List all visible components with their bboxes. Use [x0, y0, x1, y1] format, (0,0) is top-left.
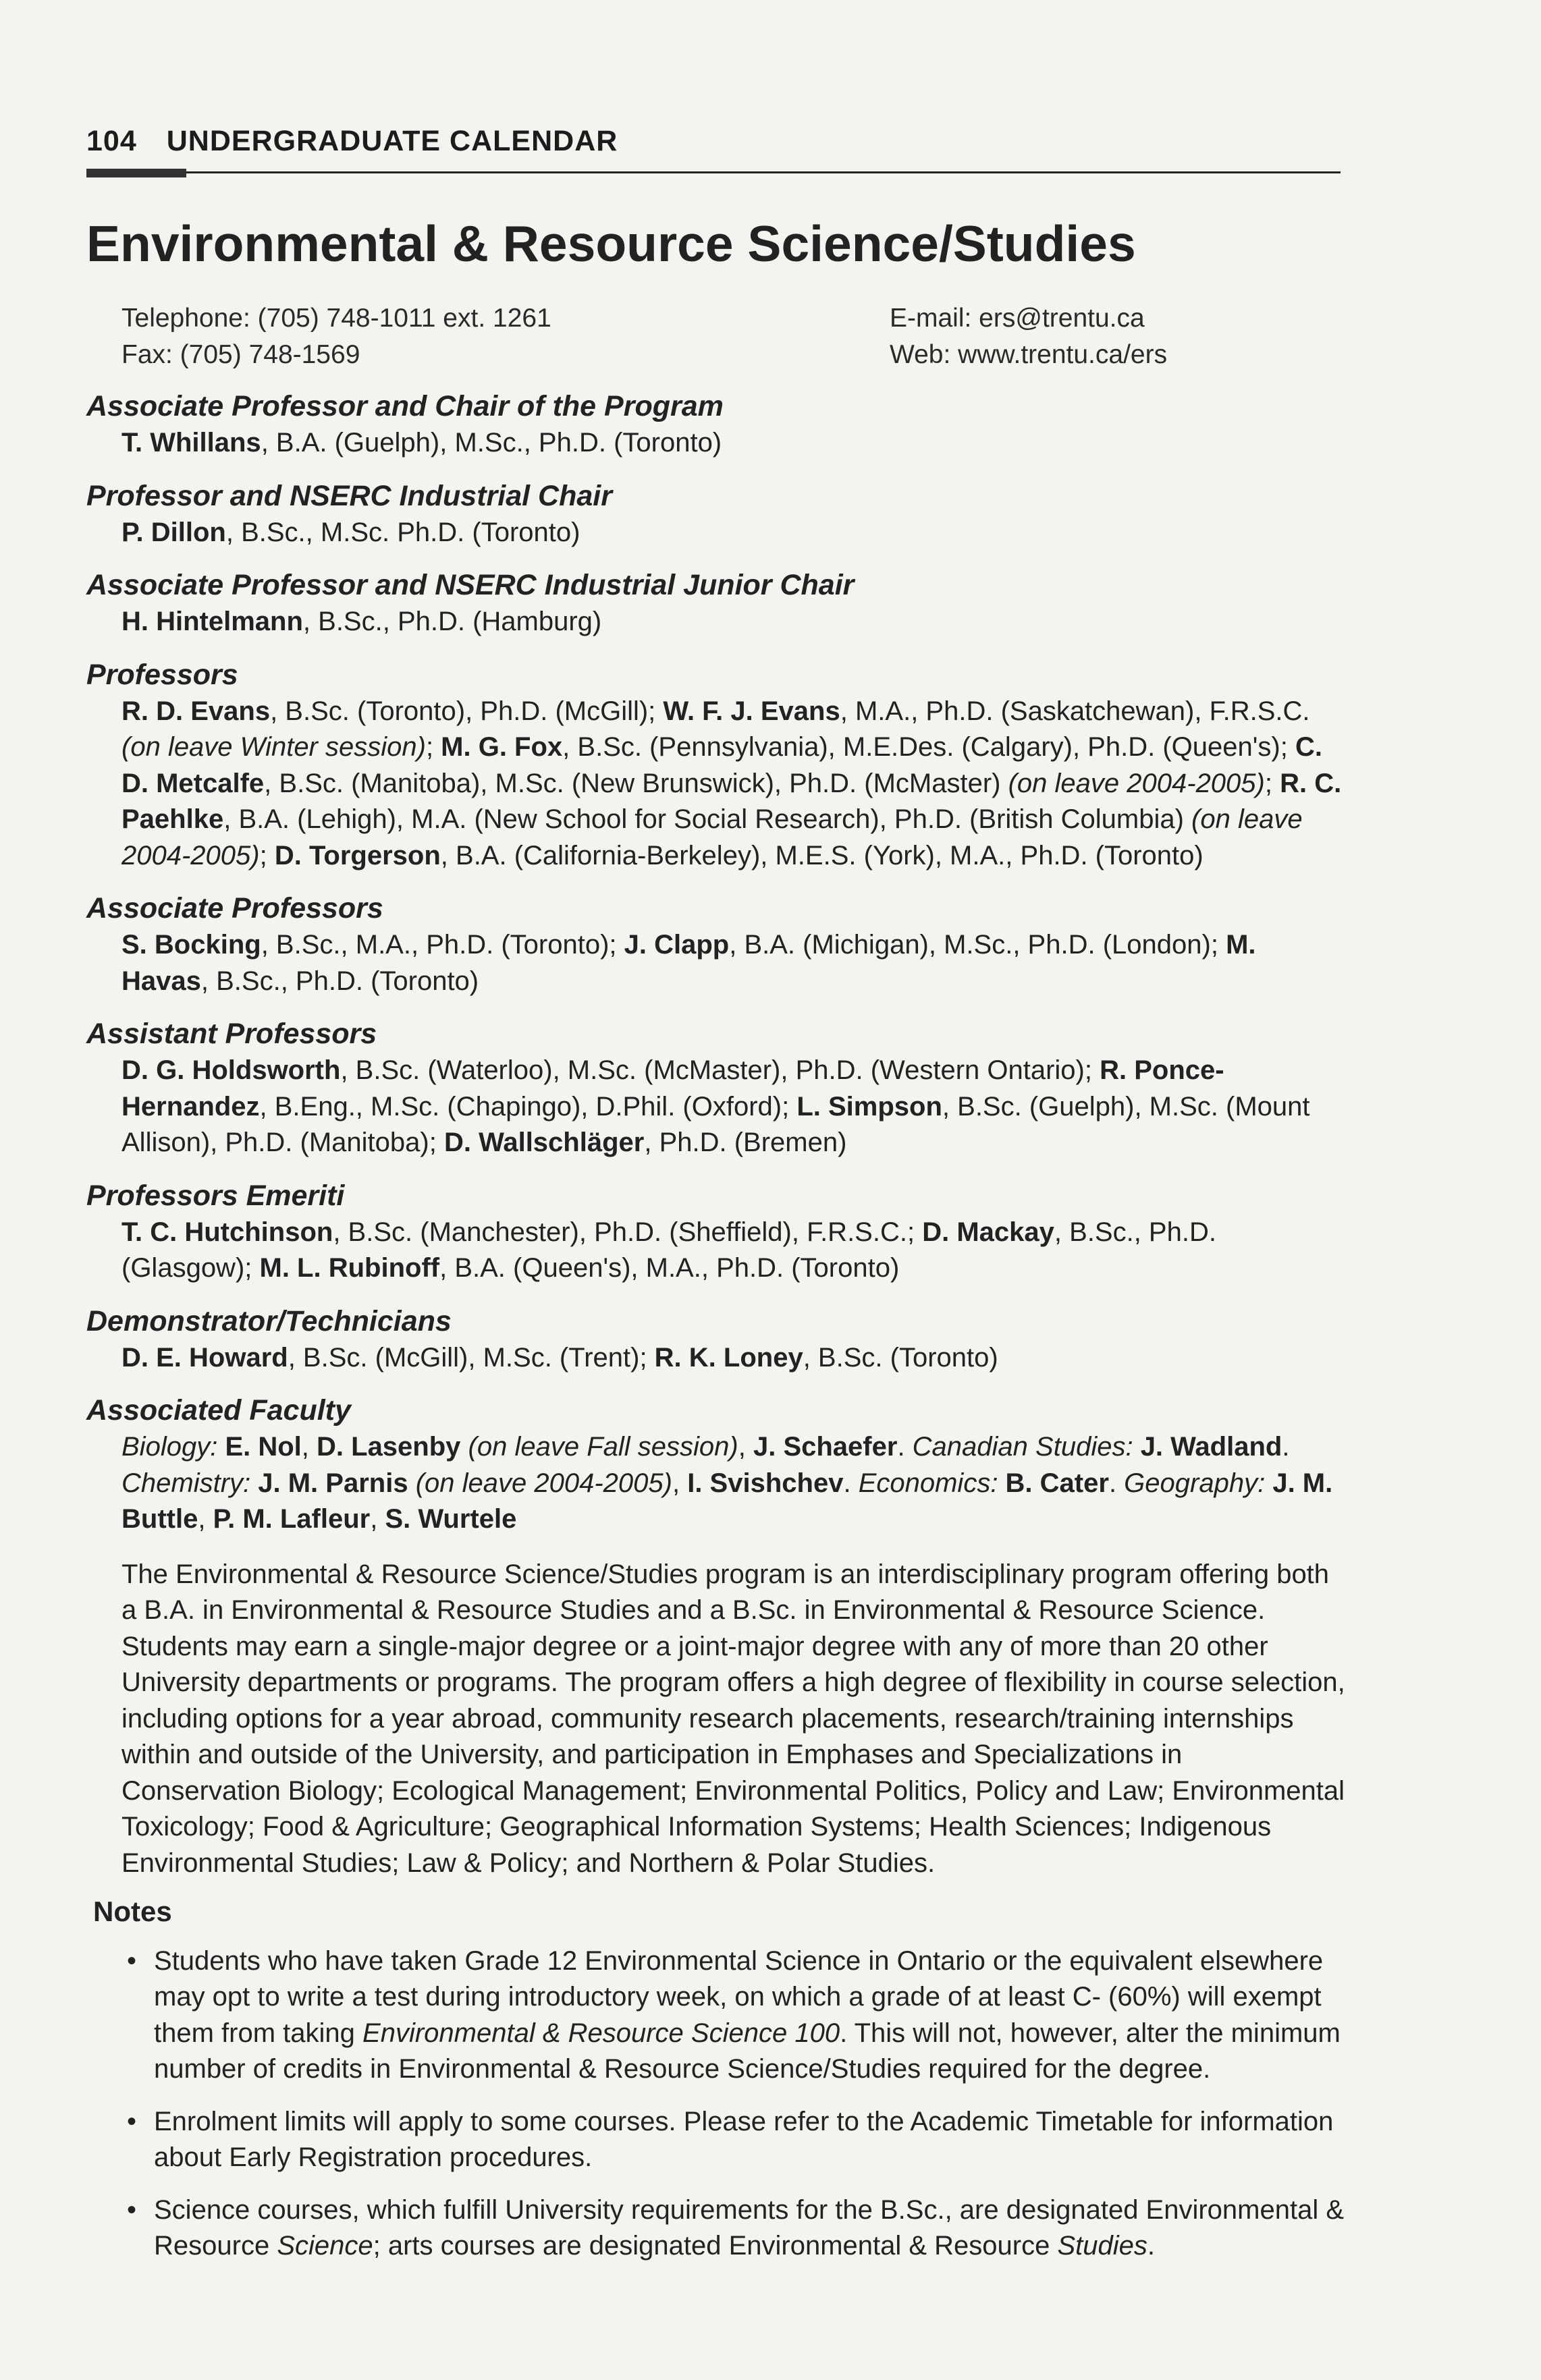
discipline-label: Canadian Studies — [912, 1432, 1126, 1462]
associate-professors-list — [121, 927, 1349, 999]
role-heading: Professors Emeriti — [86, 1179, 345, 1212]
person-name: I. Svishchev — [687, 1468, 844, 1498]
bullet-icon: • — [127, 2106, 137, 2136]
person-name: C. D. Metcalfe — [121, 732, 1322, 798]
program-description: The Environmental & Resource Science/Studies program is an interdisciplinary program offering both a B.A. in Environmental & Resource Studies and a B.Sc. in Environmental & Resource Science. Students may earn a single-major degree or a joint-major degree with any of more than 20 other University departments or programs. The program offers a high degree of flexibility in course selection, including options for a year abroad, community research placements, research/training internships within and outside of the University, and participation in Emphases and Specializations in Conservation Biology; Ecological Management; Environmental Politics, Policy and Law; Environmental Toxicology; Food & Agriculture; Geographical Information Systems; Health Sciences; Indigenous Environmental Studies; Law & Policy; and Northern & Polar Studies. — [121, 1559, 1345, 1878]
person-credentials: , B.Sc. (Toronto), Ph.D. (McGill); — [270, 696, 664, 726]
person-name: D. Mackay — [922, 1217, 1054, 1247]
person-credentials: , B.Sc. (Guelph), M.Sc. (Mount Allison), Ph.D. (Manitoba); — [121, 1091, 1310, 1157]
email: E-mail: ers@trentu.ca — [890, 304, 1145, 333]
page-title: Environmental & Resource Science/Studies — [86, 215, 1136, 272]
person-credentials: , B.Sc., Ph.D. (Toronto) — [200, 966, 479, 996]
role-heading: Demonstrator/Technicians — [86, 1304, 452, 1337]
contact-online-block — [890, 300, 1167, 373]
telephone: Telephone: (705) 748-1011 ext. 1261 — [121, 304, 551, 333]
role-heading: Associate Professors — [86, 892, 383, 924]
associated-faculty-list: Biology: E. Nol, D. Lasenby (on leave Fall session), J. Schaefer. Canadian Studies: J. Wadland. Chemistry: J. M. Parnis (on leave 2004-2005), I. Svishchev. Economics: B. Cater. Geography: J. M. Buttle, P. M. Lafleur, S. Wurtele — [121, 1432, 1333, 1534]
person-name: R. D. Evans — [121, 696, 271, 726]
person-entry — [121, 515, 1349, 551]
discipline-label: Biology — [121, 1432, 211, 1462]
assistant-professors-list — [121, 1053, 1349, 1161]
professors-list — [121, 694, 1349, 875]
person-entry — [121, 604, 1349, 640]
person-name: W. F. J. Evans — [663, 696, 840, 726]
separator: ; — [1264, 768, 1280, 798]
person-name: D. E. Howard — [121, 1342, 288, 1373]
fax: Fax: (705) 748-1569 — [121, 340, 360, 369]
leave-note: (on leave Fall session) — [468, 1432, 738, 1462]
notes-list — [86, 1943, 1349, 2265]
leave-note: (on leave 2004-2005) — [121, 804, 1303, 870]
discipline-label: Chemistry — [121, 1468, 244, 1498]
person-name: E. Nol — [225, 1432, 302, 1462]
discipline-label: Economics — [858, 1468, 991, 1498]
person-name: R. K. Loney — [654, 1342, 803, 1373]
person-credentials: , B.Sc., Ph.D. (Hamburg) — [302, 607, 602, 636]
role-heading: Assistant Professors — [86, 1018, 377, 1050]
header-rule-block — [86, 169, 186, 177]
discipline-label: Geography — [1124, 1468, 1258, 1498]
person-credentials: , B.Sc. (Waterloo), M.Sc. (McMaster), Ph.D. (Western Ontario); — [340, 1055, 1100, 1085]
leave-note: (on leave Winter session) — [121, 732, 426, 762]
person-name: S. Wurtele — [385, 1504, 517, 1534]
person-name: H. Hintelmann — [121, 607, 303, 636]
designation: Science — [277, 2231, 373, 2261]
notes-heading: Notes — [93, 1895, 172, 1927]
role-heading: Professor and NSERC Industrial Chair — [86, 479, 612, 512]
role-heading: Associate Professor and Chair of the Program — [86, 390, 724, 422]
person-name: D. Wallschläger — [443, 1128, 645, 1157]
note-text: ; arts courses are designated Environmental & Resource — [373, 2231, 1058, 2261]
emeriti-list — [121, 1215, 1349, 1287]
person-credentials: , B.Sc., M.A., Ph.D. (Toronto); — [261, 930, 624, 960]
person-name: D. Lasenby — [317, 1432, 461, 1462]
bullet-icon: • — [127, 1945, 137, 1976]
person-credentials: , Ph.D. (Bremen) — [644, 1128, 847, 1157]
separator: ; — [425, 732, 441, 762]
person-credentials: , B.Sc. (Toronto) — [803, 1342, 998, 1373]
person-credentials: , B.Eng., M.Sc. (Chapingo), D.Phil. (Oxford); — [259, 1091, 797, 1122]
person-credentials: , B.A. (Queen's), M.A., Ph.D. (Toronto) — [439, 1253, 900, 1283]
note-text: Science courses, which fulfill University requirements for the B.Sc., are designated Environmental & Resource — [154, 2194, 1345, 2261]
contact-phone-block — [121, 300, 551, 373]
person-credentials: , B.Sc. (Manchester), Ph.D. (Sheffield), F.R.S.C.; — [333, 1217, 923, 1247]
person-name: J. M. Parnis — [258, 1468, 408, 1498]
person-name: D. Torgerson — [274, 840, 441, 870]
leave-note: (on leave 2004-2005) — [415, 1468, 672, 1498]
person-credentials: , B.Sc. (McGill), M.Sc. (Trent); — [288, 1342, 655, 1373]
person-credentials: , B.Sc. (Manitoba), M.Sc. (New Brunswick), Ph.D. (McMaster) — [264, 768, 1008, 798]
person-name: M. L. Rubinoff — [259, 1253, 440, 1283]
role-heading: Associate Professor and NSERC Industrial Junior Chair — [86, 569, 855, 601]
person-credentials: , B.A. (Guelph), M.Sc., Ph.D. (Toronto) — [261, 428, 722, 458]
person-name: T. Whillans — [121, 428, 261, 458]
course-name: Environmental & Resource Science 100 — [362, 2018, 840, 2048]
person-entry — [121, 425, 1349, 462]
person-name: R. Ponce-Hernandez — [121, 1055, 1224, 1122]
separator: ; — [259, 840, 275, 870]
page-content — [86, 388, 1349, 2281]
note-item — [127, 2104, 1349, 2176]
page-number: 104 — [86, 125, 137, 157]
note-text: Enrolment limits will apply to some courses. Please refer to the Academic Timetable for information about Early Registration procedures. — [154, 2106, 1334, 2172]
person-name: M. Havas — [121, 930, 1256, 996]
person-credentials: , B.A. (Lehigh), M.A. (New School for Social Research), Ph.D. (British Columbia) — [223, 804, 1192, 834]
person-credentials: , B.Sc., M.Sc. Ph.D. (Toronto) — [225, 517, 580, 547]
person-name: P. Dillon — [121, 517, 226, 547]
person-name: S. Bocking — [121, 930, 261, 960]
technicians-list — [121, 1340, 1349, 1377]
role-heading: Associated Faculty — [86, 1394, 351, 1427]
note-text: Students who have taken Grade 12 Environmental Science in Ontario or the equivalent elsewhere may opt to write a test during introductory week, on which a grade of at least C- (60%) will exempt them from taking — [154, 1945, 1324, 2048]
person-name: B. Cater — [1005, 1468, 1109, 1498]
note-item — [127, 2192, 1349, 2265]
person-name: R. C. Paehlke — [121, 768, 1342, 834]
role-heading: Professors — [86, 658, 238, 691]
web-address: Web: www.trentu.ca/ers — [890, 340, 1168, 369]
person-name: J. Schaefer — [753, 1432, 898, 1462]
person-name: D. G. Holdsworth — [121, 1055, 341, 1085]
person-name: T. C. Hutchinson — [121, 1217, 333, 1247]
designation: Studies — [1057, 2231, 1147, 2261]
person-credentials: , B.A. (California-Berkeley), M.E.S. (York), M.A., Ph.D. (Toronto) — [440, 840, 1204, 870]
person-name: J. M. Buttle — [121, 1468, 1333, 1534]
person-credentials: , M.A., Ph.D. (Saskatchewan), F.R.S.C. — [840, 696, 1310, 726]
person-credentials: , B.Sc., Ph.D. (Glasgow); — [121, 1217, 1216, 1283]
note-item — [127, 1943, 1349, 2088]
person-credentials: , B.A. (Michigan), M.Sc., Ph.D. (London); — [729, 930, 1226, 960]
leave-note: (on leave 2004-2005) — [1008, 768, 1265, 798]
person-name: J. Wadland — [1140, 1432, 1282, 1462]
note-text: . — [1147, 2231, 1156, 2261]
running-header — [86, 125, 618, 158]
person-name: L. Simpson — [796, 1091, 942, 1122]
note-text: . This will not, however, alter the minimum number of credits in Environmental & Resource Science/Studies required for the degree. — [154, 2018, 1341, 2084]
bullet-icon: • — [127, 2194, 137, 2225]
person-name: P. M. Lafleur — [213, 1504, 371, 1534]
person-credentials: , B.Sc. (Pennsylvania), M.E.Des. (Calgary), Ph.D. (Queen's); — [562, 732, 1295, 762]
header-rule — [86, 171, 1341, 173]
person-name: M. G. Fox — [441, 732, 563, 762]
calendar-name: UNDERGRADUATE CALENDAR — [166, 125, 618, 157]
person-name: J. Clapp — [624, 930, 730, 960]
